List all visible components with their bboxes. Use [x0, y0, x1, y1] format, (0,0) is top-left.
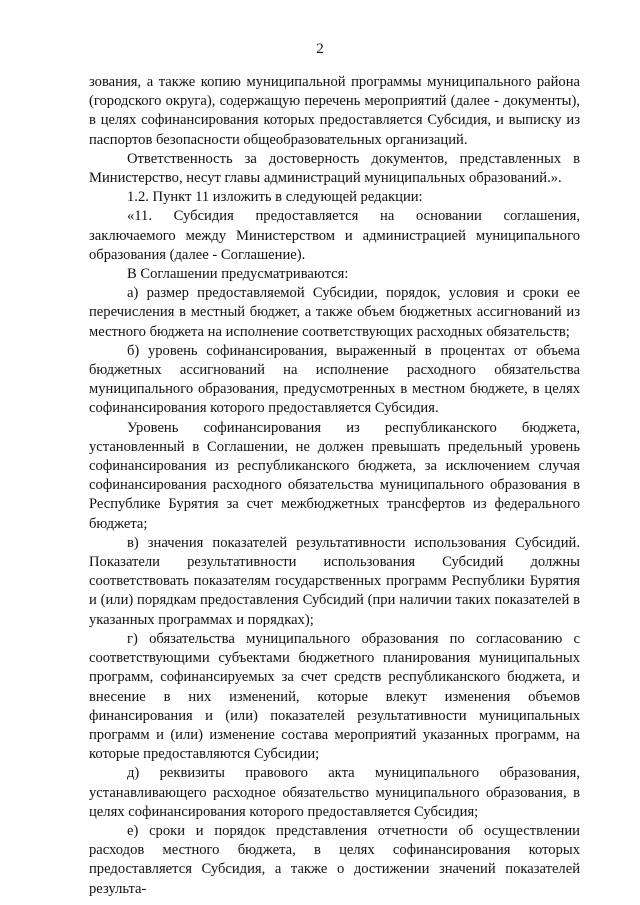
paragraph: в) значения показателей результативности использования Субсидий. Показатели результативности использования Субсидий должны соответствовать показателям государственных программ Республики Бурятия и (или) порядкам предоставления Субсидий (при наличии таких показателей в указанных программах и порядках); [89, 534, 580, 628]
document-body [89, 73, 580, 899]
paragraph: зования, а также копию муниципальной программы муниципального района (городского округа), содержащую перечень мероприятий (далее - документы), в целях софинансирования которых предоставляется Субсидия, и выписку из паспортов безопасности общеобразовательных организаций. [89, 74, 580, 148]
paragraph: д) реквизиты правового акта муниципального образования, устанавливающего расходное обязательство муниципального образования, в целях софинансирования которого предоставляется Субсидия; [89, 765, 580, 820]
paragraph: е) сроки и порядок представления отчетности об осуществлении расходов местного бюджета, в целях софинансирования которых предоставляется Субсидия, а также о достижении значений показателей результа- [89, 822, 580, 897]
paragraph: б) уровень софинансирования, выраженный в процентах от объема бюджетных ассигнований на исполнение расходного обязательства муниципального образования, предусмотренных в местном бюджете, в целях софинансирования которого предоставляется Субсидия. [89, 342, 580, 417]
paragraph: а) размер предоставляемой Субсидии, порядок, условия и сроки ее перечисления в местный бюджет, а также объем бюджетных ассигнований из местного бюджета на исполнение соответствующих расходных обязательств; [89, 285, 580, 340]
page-number: 2 [316, 41, 324, 57]
paragraph: г) обязательства муниципального образования по согласованию с соответствующими субъектами бюджетного планирования муниципальных программ, софинансируемых за счет средств республиканского бюджета, и внесение в них изменений, которые влекут изменения объемов финансирования и (или) показателей результативности муниципальных программ и (или) изменение состава мероприятий указанных программ, на которые предоставляются Субсидии; [89, 630, 580, 763]
paragraph: Ответственность за достоверность документов, представленных в Министерство, несут главы администраций муниципальных образований.». [89, 150, 580, 187]
paragraph: Уровень софинансирования из республиканского бюджета, установленный в Соглашении, не должен превышать предельный уровень софинансирования из республиканского бюджета, за исключением случая софинансирования расходного обязательства муниципального образования в Республике Бурятия за счет межбюджетных трансфертов из федерального бюджета; [89, 419, 580, 532]
paragraph: «11. Субсидия предоставляется на основании соглашения, заключаемого между Министерством и администрацией муниципального образования (далее - Соглашение). [89, 208, 580, 263]
paragraph: В Соглашении предусматриваются: [127, 266, 349, 283]
paragraph: 1.2. Пункт 11 изложить в следующей редакции: [127, 189, 423, 206]
